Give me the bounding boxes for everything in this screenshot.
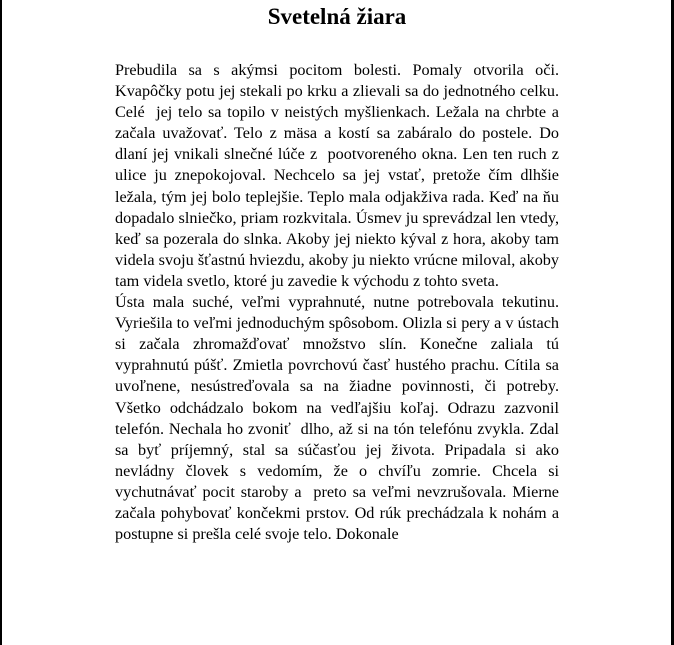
document-body <box>115 60 568 545</box>
paragraph-2: Ústa mala suché, veľmi vyprahnuté, nutne potrebovala tekutinu. Vyriešila to veľmi jednoduchým spôsobom. Olizla si pery a v ústach si začala zhromažďovať množstvo slín. Konečne zaliala tú vyprahnutú púšť. Zmietla povrchovú časť hustého prachu. Cítila sa uvoľnene, nesústreďovala sa na žiadne povinnosti, či potreby. Všetko odchádzalo bokom na vedľajšiu koľaj. Odrazu zazvonil telefón. Nechala ho zvoniť dlho, až si na tón telefónu zvykla. Zdal sa byť príjemný, stal sa súčasťou jej života. Pripadala si ako nevládny človek s vedomím, že o chvíľu zomrie. Chcela si vychutnávať pocit staroby a preto sa veľmi nevzrušovala. Mierne začala pohybovať končekmi prstov. Od rúk prechádzala k nohám a postupne si prešla celé svoje telo. Dokonale <box>115 293 564 544</box>
document-title: Svetelná žiara <box>267 4 407 29</box>
paragraph-1: Prebudila sa s akýmsi pocitom bolesti. Pomaly otvorila oči. Kvapôčky potu jej stekali po krku a zlievali sa do jednotného celku. Celé jej telo sa topilo v neistých myšlienkach. Ležala na chrbte a začala uvažovať. Telo z mäsa a kostí sa zabáralo do postele. Do dlaní jej vnikali slnečné lúče z pootvoreného okna. Len ten ruch z ulice ju znepokojoval. Nechcelo sa jej vstať, pretože čím dlhšie ležala, tým jej bolo teplejšie. Teplo mala odjakživa rada. Keď na ňu dopadalo slniečko, priam rozkvitala. Úsmev ju sprevádzal len vtedy, keď sa pozerala do slnka. Akoby jej niekto kýval z hora, akoby tam videla svoju šťastnú hviezdu, akoby ju niekto vrúcne miloval, akoby tam videla svetlo, ktoré ju zavedie k východu z tohto sveta. <box>115 61 568 290</box>
page-left-edge <box>0 0 2 645</box>
